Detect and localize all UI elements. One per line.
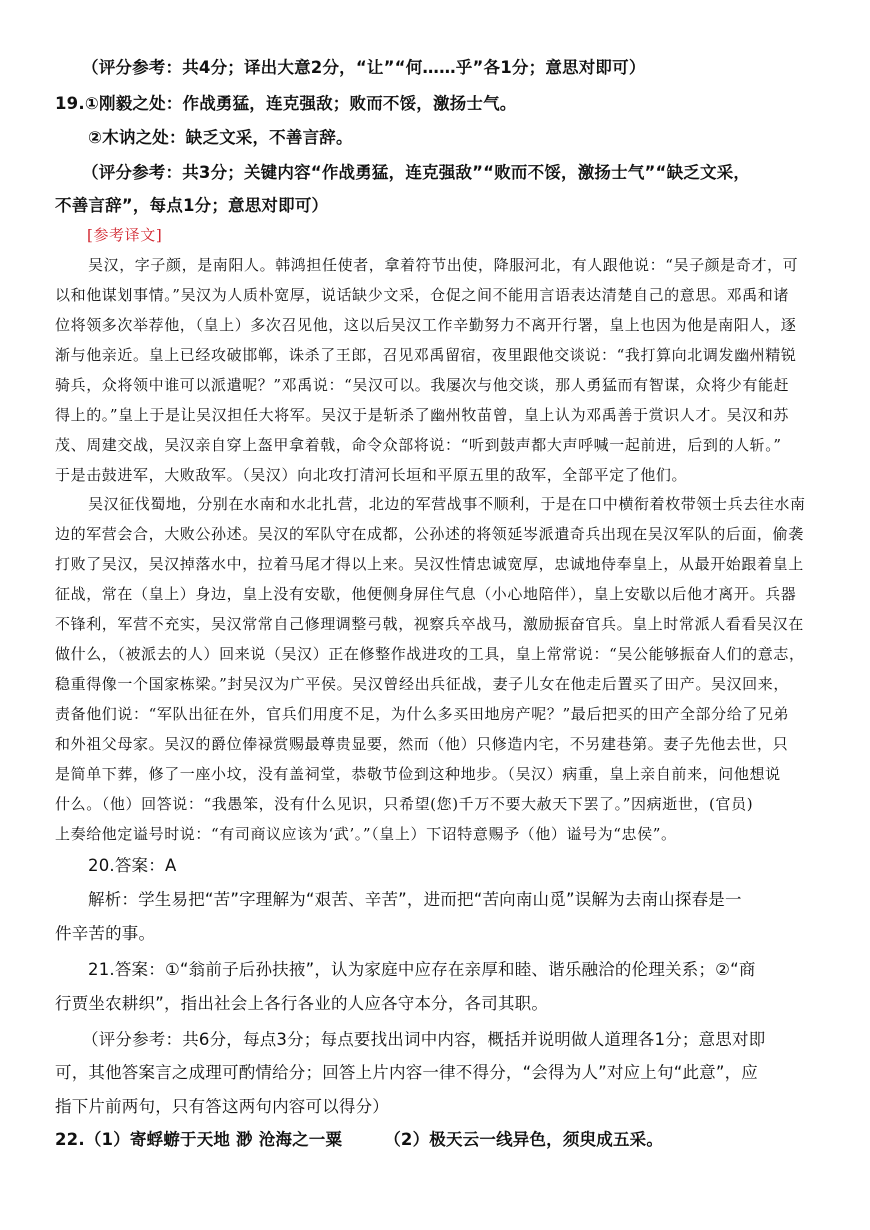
translation-line: 做什么，（被派去的人）回来说（吴汉）正在修整作战进攻的工具，皇上常常说：“吴公能够振奋人们的意志， bbox=[55, 645, 805, 663]
translation-line: 茂、周建交战，吴汉亲自穿上盔甲拿着戟，命令众部将说：“听到鼓声都大声呼喊一起前进，后到的人斩。” bbox=[55, 436, 782, 454]
translation-line: 不锋利，军营不充实，吴汉常常自己修理调整弓戟，视察兵卒战马，激励振奋官兵。皇上时常派人看看吴汉在 bbox=[55, 615, 804, 633]
translation-heading: [参考译文] bbox=[87, 226, 163, 244]
q19-scoring-note-2: 不善言辞”，每点1分；意思对即可） bbox=[55, 196, 329, 215]
q21-scoring-note-1: （评分参考：共6分，每点3分；每点要找出词中内容，概括并说明做人道理各1分；意思对即 bbox=[82, 1030, 766, 1049]
translation-line: 以和他谋划事情。”吴汉为人质朴宽厚，说话缺少文采，仓促之间不能用言语表达清楚自己的意思。邓禹和诸 bbox=[55, 286, 789, 304]
q19-answer-2: ②木讷之处：缺乏文采，不善言辞。 bbox=[88, 128, 353, 147]
q19-answer-1: 19.①刚毅之处：作战勇猛，连克强敌；败而不馁，激扬士气。 bbox=[55, 94, 517, 113]
translation-line: 渐与他亲近。皇上已经攻破邯郸，诛杀了王郎，召见邓禹留宿，夜里跟他交谈说：“我打算向北调发幽州精锐 bbox=[55, 346, 797, 364]
q20-answer: 20.答案：A bbox=[88, 856, 177, 875]
translation-line: 责备他们说：“军队出征在外，官兵们用度不足，为什么多买田地房产呢？”最后把买的田产全部分给了兄弟 bbox=[55, 705, 790, 723]
q18-scoring-note: （评分参考：共4分；译出大意2分，“让”“何……乎”各1分；意思对即可） bbox=[82, 58, 646, 77]
translation-line: 得上的。”皇上于是让吴汉担任大将军。吴汉于是斩杀了幽州牧苗曾，皇上认为邓禹善于赏识人才。吴汉和苏 bbox=[55, 406, 789, 424]
q21-scoring-note-2: 可，其他答案言之成理可酌情给分；回答上片内容一律不得分，“会得为人”对应上句“此意”，应 bbox=[55, 1063, 758, 1082]
q21-answer-2: 行贾坐农耕织”，指出社会上各行各业的人应各守本分，各司其职。 bbox=[55, 994, 549, 1013]
translation-line: 征战，常在（皇上）身边，皇上没有安歇，他便侧身屏住气息（小心地陪伴），皇上安歇以后他才离开。兵器 bbox=[55, 585, 797, 603]
translation-line: 稳重得像一个国家栋梁。”封吴汉为广平侯。吴汉曾经出兵征战，妻子儿女在他走后置买了田产。吴汉回来， bbox=[55, 675, 789, 693]
q20-analysis-1: 解析：学生易把“苦”字理解为“艰苦、辛苦”，进而把“苦向南山觅”误解为去南山探春是一 bbox=[88, 890, 742, 909]
translation-line: 上奏给他定谥号时说：“有司商议应该为‘武’。”（皇上）下诏特意赐予（他）谥号为“忠侯”。 bbox=[55, 825, 677, 843]
q22-answer bbox=[55, 1126, 663, 1150]
translation-line: 吴汉征伐蜀地，分别在水南和水北扎营，北边的军营战事不顺利，于是在口中横衔着枚带领士兵去往水南 bbox=[88, 495, 806, 513]
translation-line: 骑兵，众将领中谁可以派遣呢？”邓禹说：“吴汉可以。我屡次与他交谈，那人勇猛而有智谋，众将少有能赶 bbox=[55, 376, 790, 394]
q22-part-1: 22.（1）寄蜉蝣于天地 渺 沧海之一粟 bbox=[55, 1130, 343, 1149]
translation-line: 边的军营会合，大败公孙述。吴汉的军队守在成都，公孙述的将领延岑派遣奇兵出现在吴汉军队的后面，偷袭 bbox=[55, 525, 804, 543]
translation-line: 位将领多次举荐他，（皇上）多次召见他，这以后吴汉工作辛勤努力不离开行署，皇上也因为他是南阳人，逐 bbox=[55, 316, 797, 334]
translation-line: 和外祖父母家。吴汉的爵位俸禄赏赐最尊贵显要，然而（他）只修造内宅，不另建巷第。妻子先他去世，只 bbox=[55, 735, 789, 753]
q19-scoring-note-1: （评分参考：共3分；关键内容“作战勇猛，连克强敌”“败而不馁，激扬士气”“缺乏文采， bbox=[82, 163, 751, 182]
q22-part-2: （2）极天云一线异色，须臾成五采。 bbox=[384, 1130, 664, 1149]
translation-line: 于是击鼓进军，大败敌军。（吴汉）向北攻打清河长垣和平原五里的敌军，全部平定了他们。 bbox=[55, 466, 688, 484]
q21-scoring-note-3: 指下片前两句，只有答这两句内容可以得分） bbox=[55, 1097, 389, 1116]
translation-line: 吴汉，字子颜，是南阳人。韩鸿担任使者，拿着符节出使，降服河北，有人跟他说：“吴子颜是奇才，可 bbox=[88, 256, 799, 274]
q20-analysis-2: 件辛苦的事。 bbox=[55, 924, 156, 943]
translation-line: 是简单下葬，修了一座小坟，没有盖祠堂，恭敬节俭到这种地步。（吴汉）病重，皇上亲自前来，问他想说 bbox=[55, 765, 781, 783]
q21-answer-1: 21.答案：①“翁前子后孙扶掖”，认为家庭中应存在亲厚和睦、谐乐融洽的伦理关系；②“商 bbox=[88, 960, 756, 979]
translation-line: 什么。（他）回答说：“我愚笨，没有什么见识，只希望(您)千万不要大赦天下罢了。”因病逝世，(官员) bbox=[55, 795, 754, 813]
translation-line: 打败了吴汉，吴汉掉落水中，拉着马尾才得以上来。吴汉性情忠诚宽厚，忠诚地侍奉皇上，从最开始跟着皇上 bbox=[55, 555, 804, 573]
